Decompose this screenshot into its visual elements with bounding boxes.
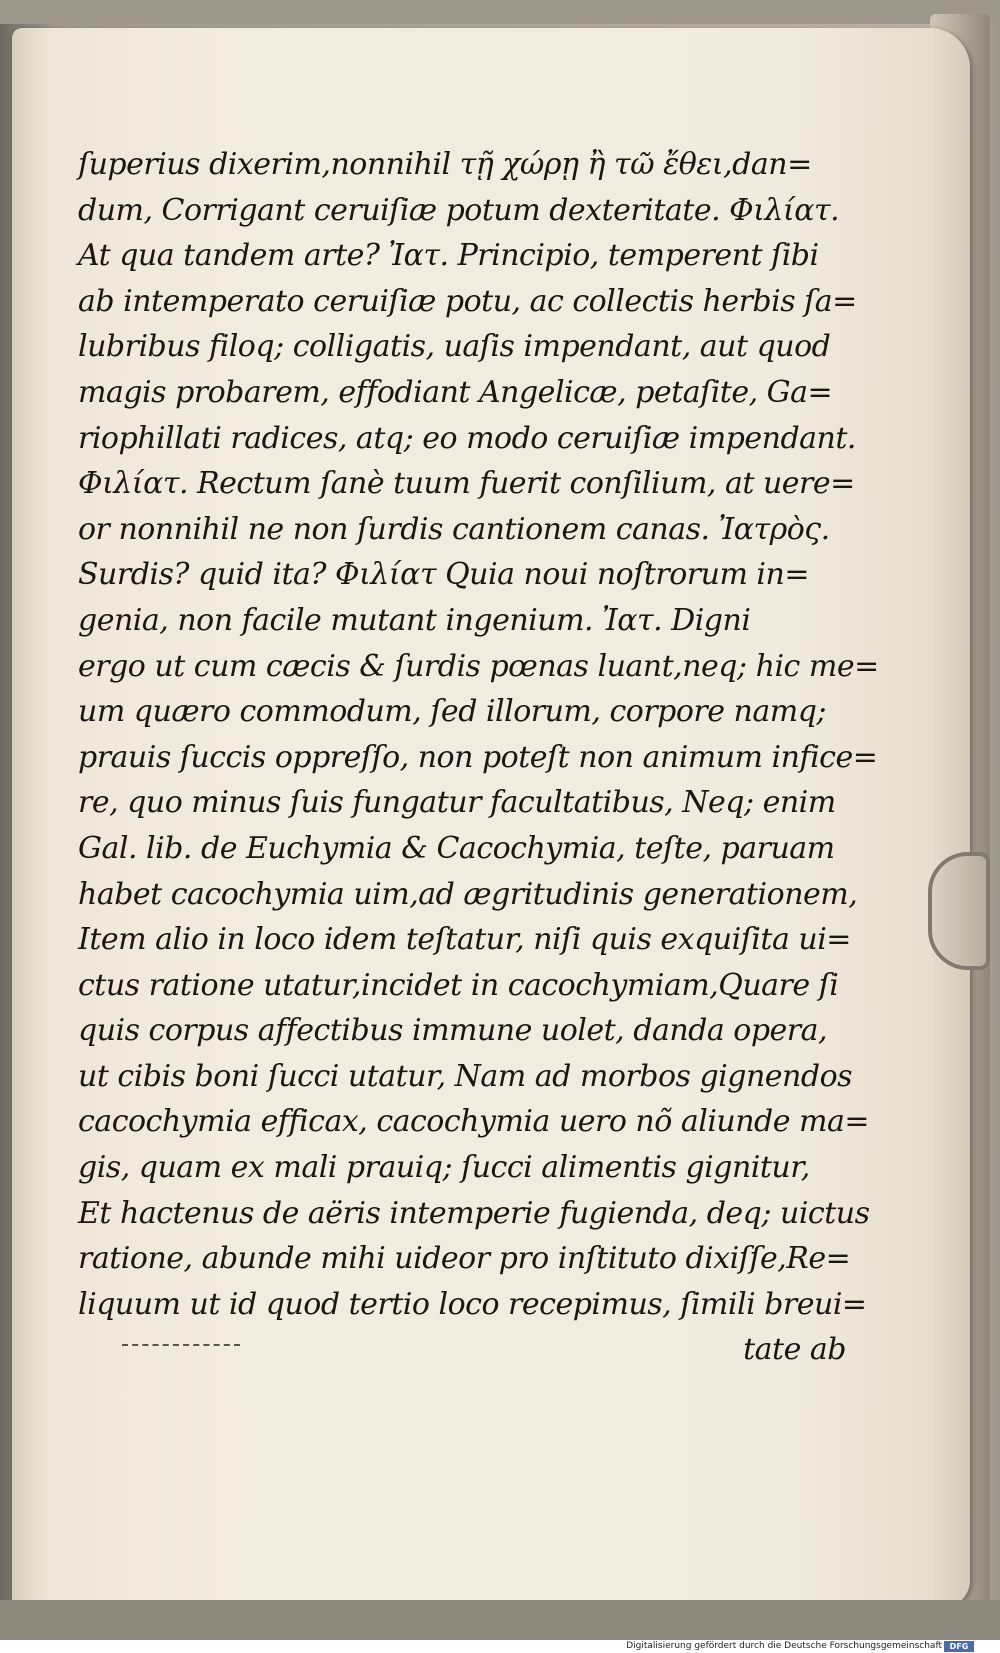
text-line: genia, non facile mutant ingenium. Ἰατ. Digni (78, 602, 751, 638)
catchword-line: tate ab (743, 1332, 846, 1368)
text-line: Φιλίατ. Rectum ſanè tuum fuerit conſilium, at uere= (78, 466, 855, 502)
text-line: magis probarem, effodiant Angelicæ, petaſite, Ga= (78, 374, 833, 410)
text-line: or nonnihil ne non ſurdis cantionem canas. Ἰατρὸς. (78, 511, 830, 547)
text-line: lubribus filoq; colligatis, uaſis impendant, aut quod (78, 329, 831, 365)
text-line: Surdis? quid ita? Φιλίατ Quia noui noſtrorum in= (78, 557, 809, 593)
text-line: prauis ſuccis oppreſſo, non poteſt non animum infice= (78, 739, 878, 775)
text-line: Et hactenus de aëris intemperie fugienda, deq; uictus (78, 1195, 870, 1231)
text-line: habet cacochymia uim,ad ægritudinis generationem, (78, 876, 858, 912)
footer-credit-text: Digitalisierung gefördert durch die Deutsche Forschungsgemeinschaft (626, 1641, 942, 1651)
text-line: um quæro commodum, ſed illorum, corpore namq; (78, 694, 827, 730)
dfg-logo: DFG (944, 1641, 974, 1652)
text-line: quis corpus affectibus immune uolet, danda opera, (78, 1013, 828, 1049)
book-cover-top-edge (0, 0, 1000, 24)
book-clasp (928, 852, 990, 970)
book-cover-bottom-edge (0, 1600, 1000, 1640)
page-text (78, 142, 879, 1373)
text-line: gis, quam ex mali prauiq; ſucci alimentis gignitur, (78, 1150, 810, 1186)
text-line: ratione, abunde mihi uideor pro inſtituto dixiſſe,Re= (78, 1241, 851, 1277)
text-line: ut cibis boni ſucci utatur, Nam ad morbos gignendos (78, 1058, 853, 1094)
text-line: ctus ratione utatur,incidet in cacochymiam,Quare ſi (78, 967, 839, 1003)
text-line: riophillati radices, atq; eo modo ceruiſiæ impendant. (78, 420, 856, 456)
text-line: ſuperius dixerim,nonnihil τῇ χώρῃ ἢ τῶ ἔθει,dan= (78, 147, 812, 182)
text-line: dum, Corrigant ceruiſiæ potum dexteritate. Φιλίατ. (78, 192, 840, 228)
text-line: ergo ut cum cæcis & ſurdis pœnas luant,neq; hic me= (78, 648, 879, 684)
text-line: re, quo minus ſuis fungatur facultatibus, Neq; enim (78, 785, 836, 821)
text-line: Item alio in loco idem teſtatur, niſi quis exquiſita ui= (78, 922, 851, 958)
text-line: ab intemperato ceruiſiæ potu, ac collectis herbis ſa= (78, 283, 857, 319)
text-line: Gal. lib. de Euchymia & Cacochymia, teſte, paruam (78, 830, 835, 866)
digitization-footer (0, 1640, 1000, 1653)
ink-underline-mark (122, 1344, 240, 1348)
text-line: cacochymia efficax, cacochymia uero nõ aliunde ma= (78, 1104, 870, 1140)
text-line: At qua tandem arte? Ἰατ. Principio, temperent ſibi (78, 238, 819, 274)
text-line: liquum ut id quod tertio loco recepimus, ſimili breui= (78, 1286, 867, 1322)
